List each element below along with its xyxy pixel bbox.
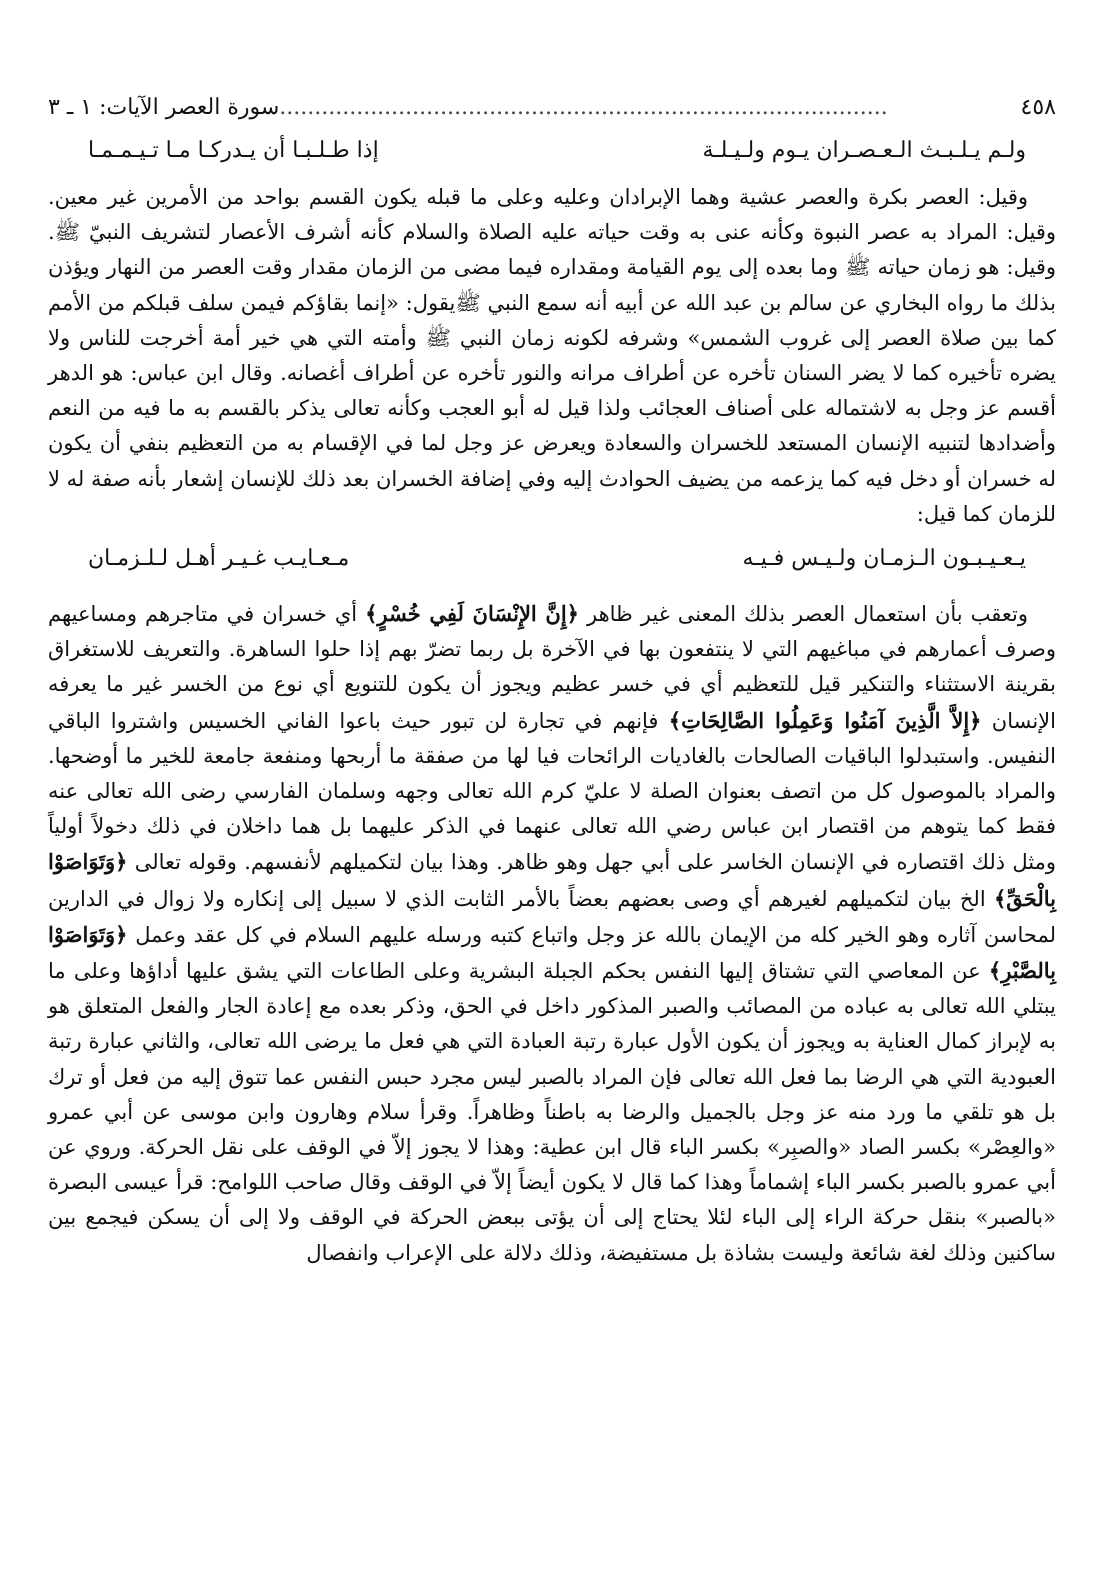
quran-quote-4: ﴿وَتَوَاصَوْا بِالصَّبْرِ﴾	[48, 921, 1056, 984]
verse-2-second-hemistich: مـعـايـب غـيـر أهـل لـلـزمـان	[88, 546, 350, 572]
verse-1-first-hemistich: ولـم يـلـبـث الـعـصـران يـوم ولـيـلـة	[702, 138, 1026, 163]
running-title	[48, 88, 966, 128]
paragraph-2-text-5: عن المعاصي التي تشتاق إليها النفس بحكم الجبلة البشرية وعلى الطاعات التي يشق عليها أداؤها وعلى ما يبتلي الله تعالى به عباده من المصائب والصبر المذكور داخل في الحق، وذكر بعده مع إعادة الجار والفعل المتعلق هو به لإبراز كمال العناية به ويجوز أن يكون الأول عبارة رتبة العبادة التي هي فعل ما يرضى الله تعالى، والثاني عبارة رتبة العبودية التي هي الرضا بما فعل الله تعالى فإن المراد بالصبر ليس مجرد حبس النفس عما تتوق إليه من فعل أو ترك بل هو تلقي ما ورد منه عز وجل بالجميل والرضا به باطناً وظاهراً. وقرأ سلام وهارون وابن موسى عن أبي عمرو «والعِصْر» بكسر الصاد «والصبِر» بكسر الباء قال ابن عطية: وهذا لا يجوز إلاّ في الوقف على نقل الحركة. وروي عن أبي عمرو بالصبر بكسر الباء إشماماً وهذا كما قال لا يكون أيضاً إلاّ في الوقف وقال صاحب اللوامح: قرأ عيسى البصرة «بالصبر» بنقل حركة الراء إلى الباء لئلا يحتاج إلى أن يؤتى ببعض الحركة في الوقف ولا إلى أن يسكن فيجمع بين ساكنين وذلك لغة شائعة وليست بشاذة بل مستفيضة، وذلك دلالة على الإعراب وانفصال	[48, 959, 1056, 1265]
quran-quote-1: ﴿إِنَّ الإِنْسَانَ لَفِي خُسْرٍ﴾	[365, 601, 579, 627]
quran-quote-3: ﴿وَتَوَاصَوْا بِالْحَقِّ﴾	[48, 849, 1056, 911]
leader-dots: .......................................................................................	[279, 95, 888, 120]
poem-verse-1	[48, 134, 1056, 180]
paragraph-2-text-2: أي خسران في متاجرهم ومساعيهم وصرف أعمارهم في مباغيهم التي لا ينتفعون بها في الآخرة بل ربما تضرّ بهم إذا حلوا الساهرة. والتعريف للاستغراق بقرينة الاستثناء والتنكير قيل للتعظيم أي في خسر عظيم ويجوز أن يكون للتنويع أي نوع من الخسر غير ما يعرفه الإنسان	[48, 602, 1056, 733]
paragraph-1: وقيل: العصر بكرة والعصر عشية وهما الإبرادان وعليه وعلى ما قبله يكون القسم بواحد من الأمرين غير معين. وقيل: المراد به عصر النبوة وكأنه عنى به وقت حياته عليه الصلاة والسلام كأنه أشرف الأعصار لتشريف النبيّ ﷺ. وقيل: هو زمان حياته ﷺ وما بعده إلى يوم القيامة ومقداره فيما مضى من الزمان مقدار وقت العصر من النهار ويؤذن بذلك ما رواه البخاري عن سالم بن عبد الله عن أبيه أنه سمع النبي ﷺيقول: «إنما بقاؤكم فيمن سلف قبلكم من الأمم كما بين صلاة العصر إلى غروب الشمس» وشرفه لكونه زمان النبي ﷺ وأمته التي هي خير أمة أخرجت للناس ولا يضره تأخيره كما لا يضر السنان تأخره عن أطراف مرانه والنور تأخره عن أطراف أغصانه. وقال ابن عباس: هو الدهر أقسم عز وجل به لاشتماله على أصناف العجائب ولذا قيل له أبو العجب وكأنه تعالى يذكر بالقسم به ما فيه من النعم وأضدادها لتنبيه الإنسان المستعد للخسران والسعادة ويعرض عز وجل لما في الإقسام به من التعظيم بنفي أن يكون له خسران أو دخل فيه كما يزعمه من يضيف الحوادث إليه وفي إضافة الخسران بعد ذلك للإنسان إشعار بأنه صفة له لا للزمان كما قيل:	[48, 185, 1056, 526]
verse-1-second-hemistich: إذا طـلـبـا أن يـدركـا مـا تـيـمـمـا	[88, 138, 379, 163]
paragraph-2	[48, 596, 1056, 1271]
paragraph-2-text-3: فإنهم في تجارة لن تبور حيث باعوا الفاني الخسيس واشتروا الباقي النفيس. واستبدلوا الباقيات الصالحات بالغاديات الرائحات فيا لها من صفقة ما أربحها ومنفعة جامعة للخير ما أوضحها. والمراد بالموصول كل من اتصف بعنوان الصلة لا عليّ كرم الله تعالى وجهه وسلمان الفارسي رضى الله تعالى عنه فقط كما يتوهم من اقتصار ابن عباس رضي الله تعالى عنهما في الذكر عليهما بل هما داخلان في ذلك دخولاً أولياً ومثل ذلك اقتصاره في الإنسان الخاسر على أبي جهل وهو ظاهر. وهذا بيان لتكميلهم لأنفسهم. وقوله تعالى	[48, 708, 1056, 875]
paragraph-2-text-1: وتعقب بأن استعمال العصر بذلك المعنى غير ظاهر	[578, 602, 1028, 627]
verse-2-first-hemistich: يـعـيـبـون الـزمـان ولـيـس فـيـه	[742, 546, 1026, 572]
page-number: ٤٥٨	[1020, 95, 1056, 120]
paragraph-2-text-4: الخ بيان لتكميلهم لغيرهم أي وصى بعضهم بعضاً بالأمر الثابت الذي لا سبيل إلى إنكاره ولا زوال في الدارين لمحاسن آثاره وهو الخير كله من الإيمان بالله عز وجل واتباع كتبه ورسله عليهم السلام في كل عقد وعمل	[48, 886, 1056, 947]
quran-quote-2: ﴿إِلاَّ الَّذِينَ آمَنُوا وَعَمِلُوا الصَّالِحَاتِ﴾	[668, 707, 982, 733]
surah-title: سورة العصر الآيات: ١ ـ ٣	[48, 95, 280, 120]
poem-verse-2	[48, 542, 1056, 588]
page-header	[48, 88, 1056, 128]
